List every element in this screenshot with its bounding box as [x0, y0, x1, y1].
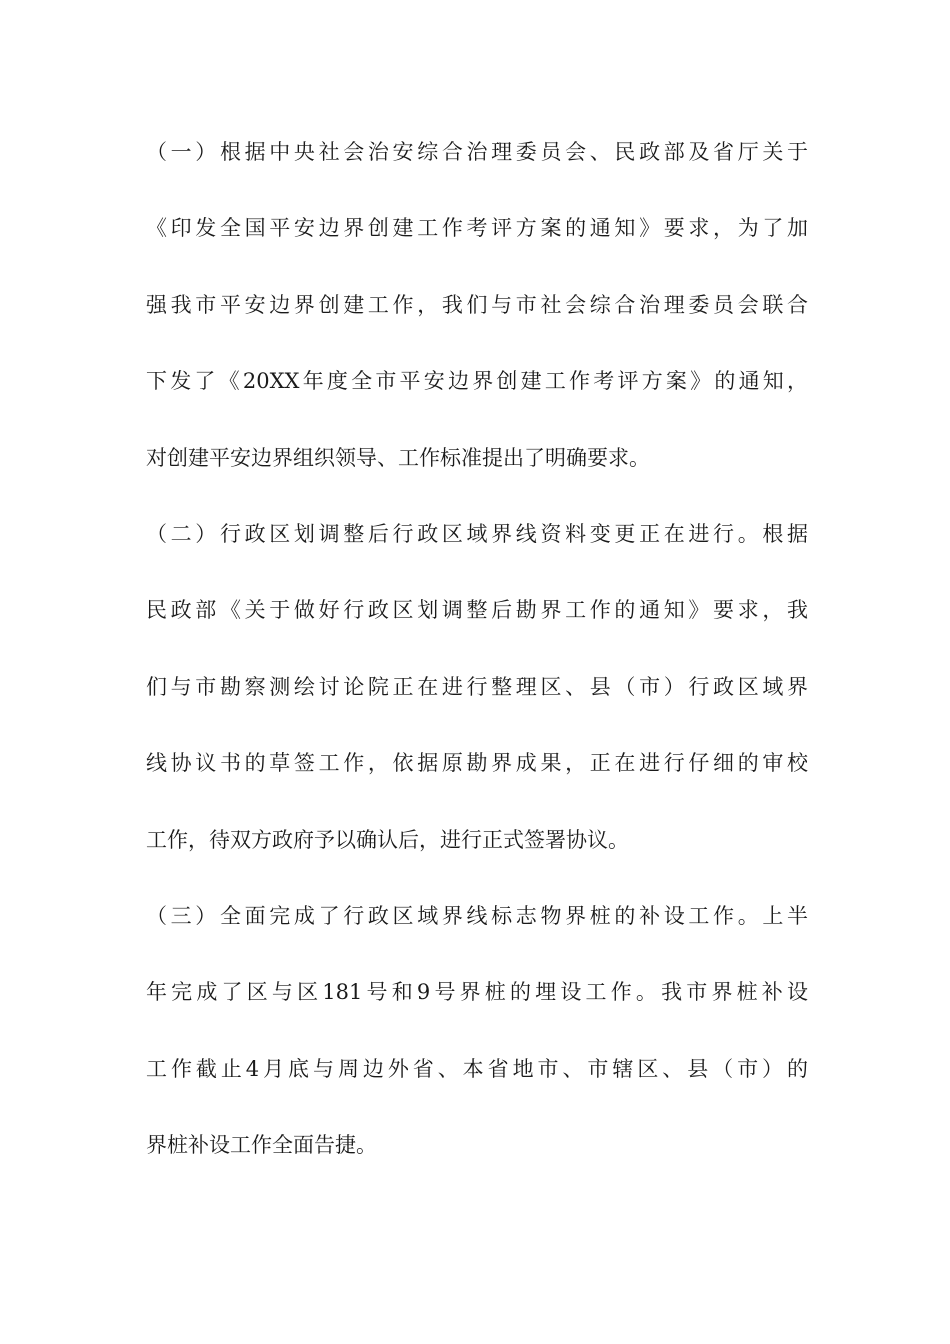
paragraph-line: 对创建平安边界组织领导、工作标准提出了明确要求。	[146, 445, 650, 470]
paragraph-line: 下发了《20XX年度全市平安边界创建工作考评方案》的通知，	[146, 369, 808, 394]
paragraph-1	[146, 126, 808, 508]
paragraph-line: （三）全面完成了行政区域界线标志物界桩的补设工作。上半	[146, 903, 808, 928]
paragraph-2	[146, 508, 808, 890]
paragraph-line: 工作截止4月底与周边外省、本省地市、市辖区、县（市）的	[146, 1056, 808, 1081]
paragraph-line: 界桩补设工作全面告捷。	[146, 1133, 377, 1158]
paragraph-line: （一）根据中央社会治安综合治理委员会、民政部及省厅关于	[146, 140, 808, 164]
paragraph-line: 线协议书的草签工作，依据原勘界成果，正在进行仔细的审校	[146, 751, 808, 776]
paragraph-line: 们与市勘察测绘讨论院正在进行整理区、县（市）行政区域界	[146, 674, 808, 699]
paragraph-3	[146, 890, 808, 1196]
paragraph-line: 《印发全国平安边界创建工作考评方案的通知》要求，为了加	[146, 216, 808, 241]
paragraph-line: 年完成了区与区181号和9号界桩的埋设工作。我市界桩补设	[146, 980, 808, 1005]
document-body	[146, 126, 808, 1195]
paragraph-line: 民政部《关于做好行政区划调整后勘界工作的通知》要求，我	[146, 598, 808, 623]
paragraph-line: 工作，待双方政府予以确认后，进行正式签署协议。	[146, 827, 629, 852]
paragraph-line: （二）行政区划调整后行政区域界线资料变更正在进行。根据	[146, 521, 808, 546]
paragraph-line: 强我市平安边界创建工作，我们与市社会综合治理委员会联合	[146, 292, 808, 317]
